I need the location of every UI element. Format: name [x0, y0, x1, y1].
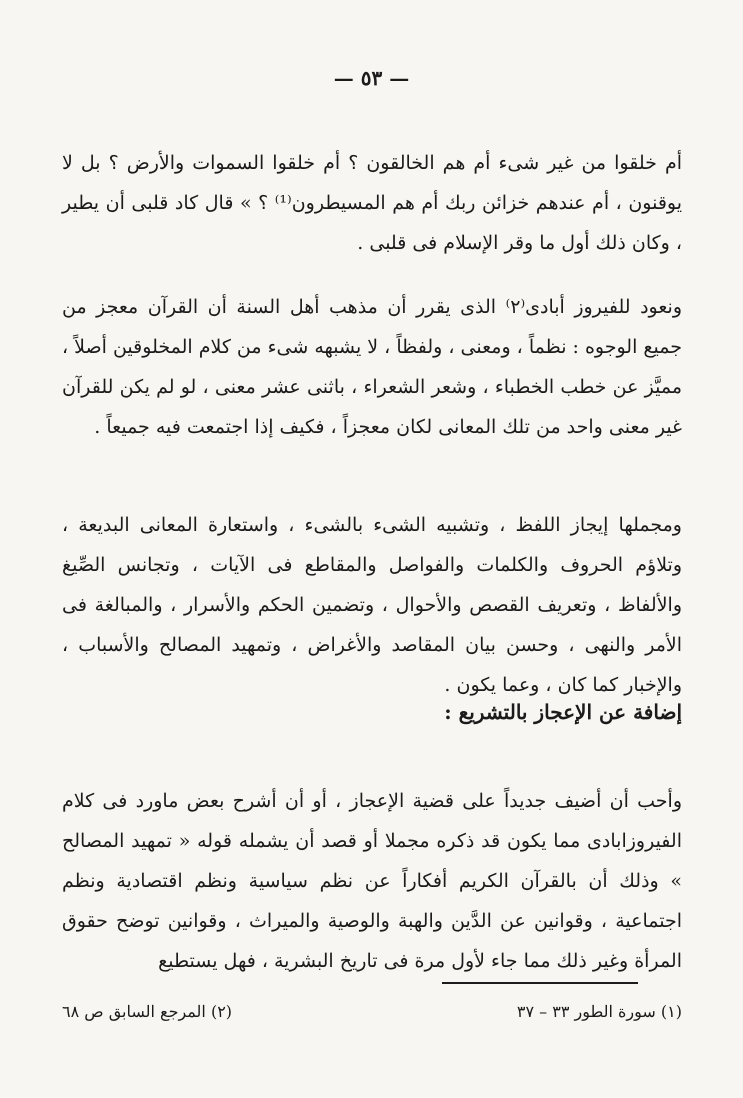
footnotes	[62, 1000, 682, 1024]
page-number: — ٥٣ —	[333, 66, 410, 90]
section-heading: إضافة عن الإعجاز بالتشريع :	[444, 700, 682, 724]
footnote-1: (١) سورة الطور ٣٣ – ٣٧	[516, 1002, 682, 1021]
paragraph-fayruzabadi: ونعود للفيروز أبادى⁽٢⁾ الذى يقرر أن مذهب أهل السنة أن القرآن معجز من جميع الوجوه : نظماً ، ومعنى ، ولفظاً ، لا يشبهه شىء من كلام المخلوقين أصلاً ، مميَّز عن خطب الخطباء ، وشعر الشعراء ، باثنى عشر معنى ، لو لم يكن للقرآن غير معنى واحد من تلك المعانى لكان معجزاً ، فكيف إذا اجتمعت فيه جميعاً .	[62, 296, 682, 438]
footnote-2: (٢) المرجع السابق ص ٦٨	[62, 1002, 233, 1021]
paragraph-legislation: وأحب أن أضيف جديداً على قضية الإعجاز ، أو أن أشرح بعض ماورد فى كلام الفيروزابادى مما يكون قد ذكره مجملا أو قصد أن يشمله قوله « تمهيد المصالح » وذلك أن بالقرآن الكريم أفكاراً عن نظم سياسية ونظم اقتصادية ونظم اجتماعية ، وقوانين عن الدَّين والهبة والوصية والميراث ، وقوانين توضح حقوق المرأة وغير ذلك مما جاء لأول مرة فى تاريخ البشرية ، فهل يستطيع	[62, 790, 682, 972]
paragraph-twelve-meanings: ومجملها إيجاز اللفظ ، وتشبيه الشىء بالشىء ، واستعارة المعانى البديعة ، وتلاؤم الحروف والكلمات والفواصل والمقاطع فى الآيات ، وتجانس الصِّيغ والألفاظ ، وتعريف القصص والأحوال ، وتضمين الحكم والأسرار ، والمبالغة فى الأمر والنهى ، وحسن بيان المقاصد والأغراض ، وتمهيد المصالح والأسباب ، والإخبار كما كان ، وعما يكون .	[62, 514, 682, 696]
paragraph-quran-quote: أم خلقوا من غير شىء أم هم الخالقون ؟ أم خلقوا السموات والأرض ؟ بل لا يوقنون ، أم عندهم خزائن ربك أم هم المسيطرون⁽¹⁾ ؟ » قال كاد قلبى أن يطير ، وكان ذلك أول ما وقر الإسلام فى قلبى .	[62, 152, 683, 254]
footnote-separator	[442, 982, 638, 984]
